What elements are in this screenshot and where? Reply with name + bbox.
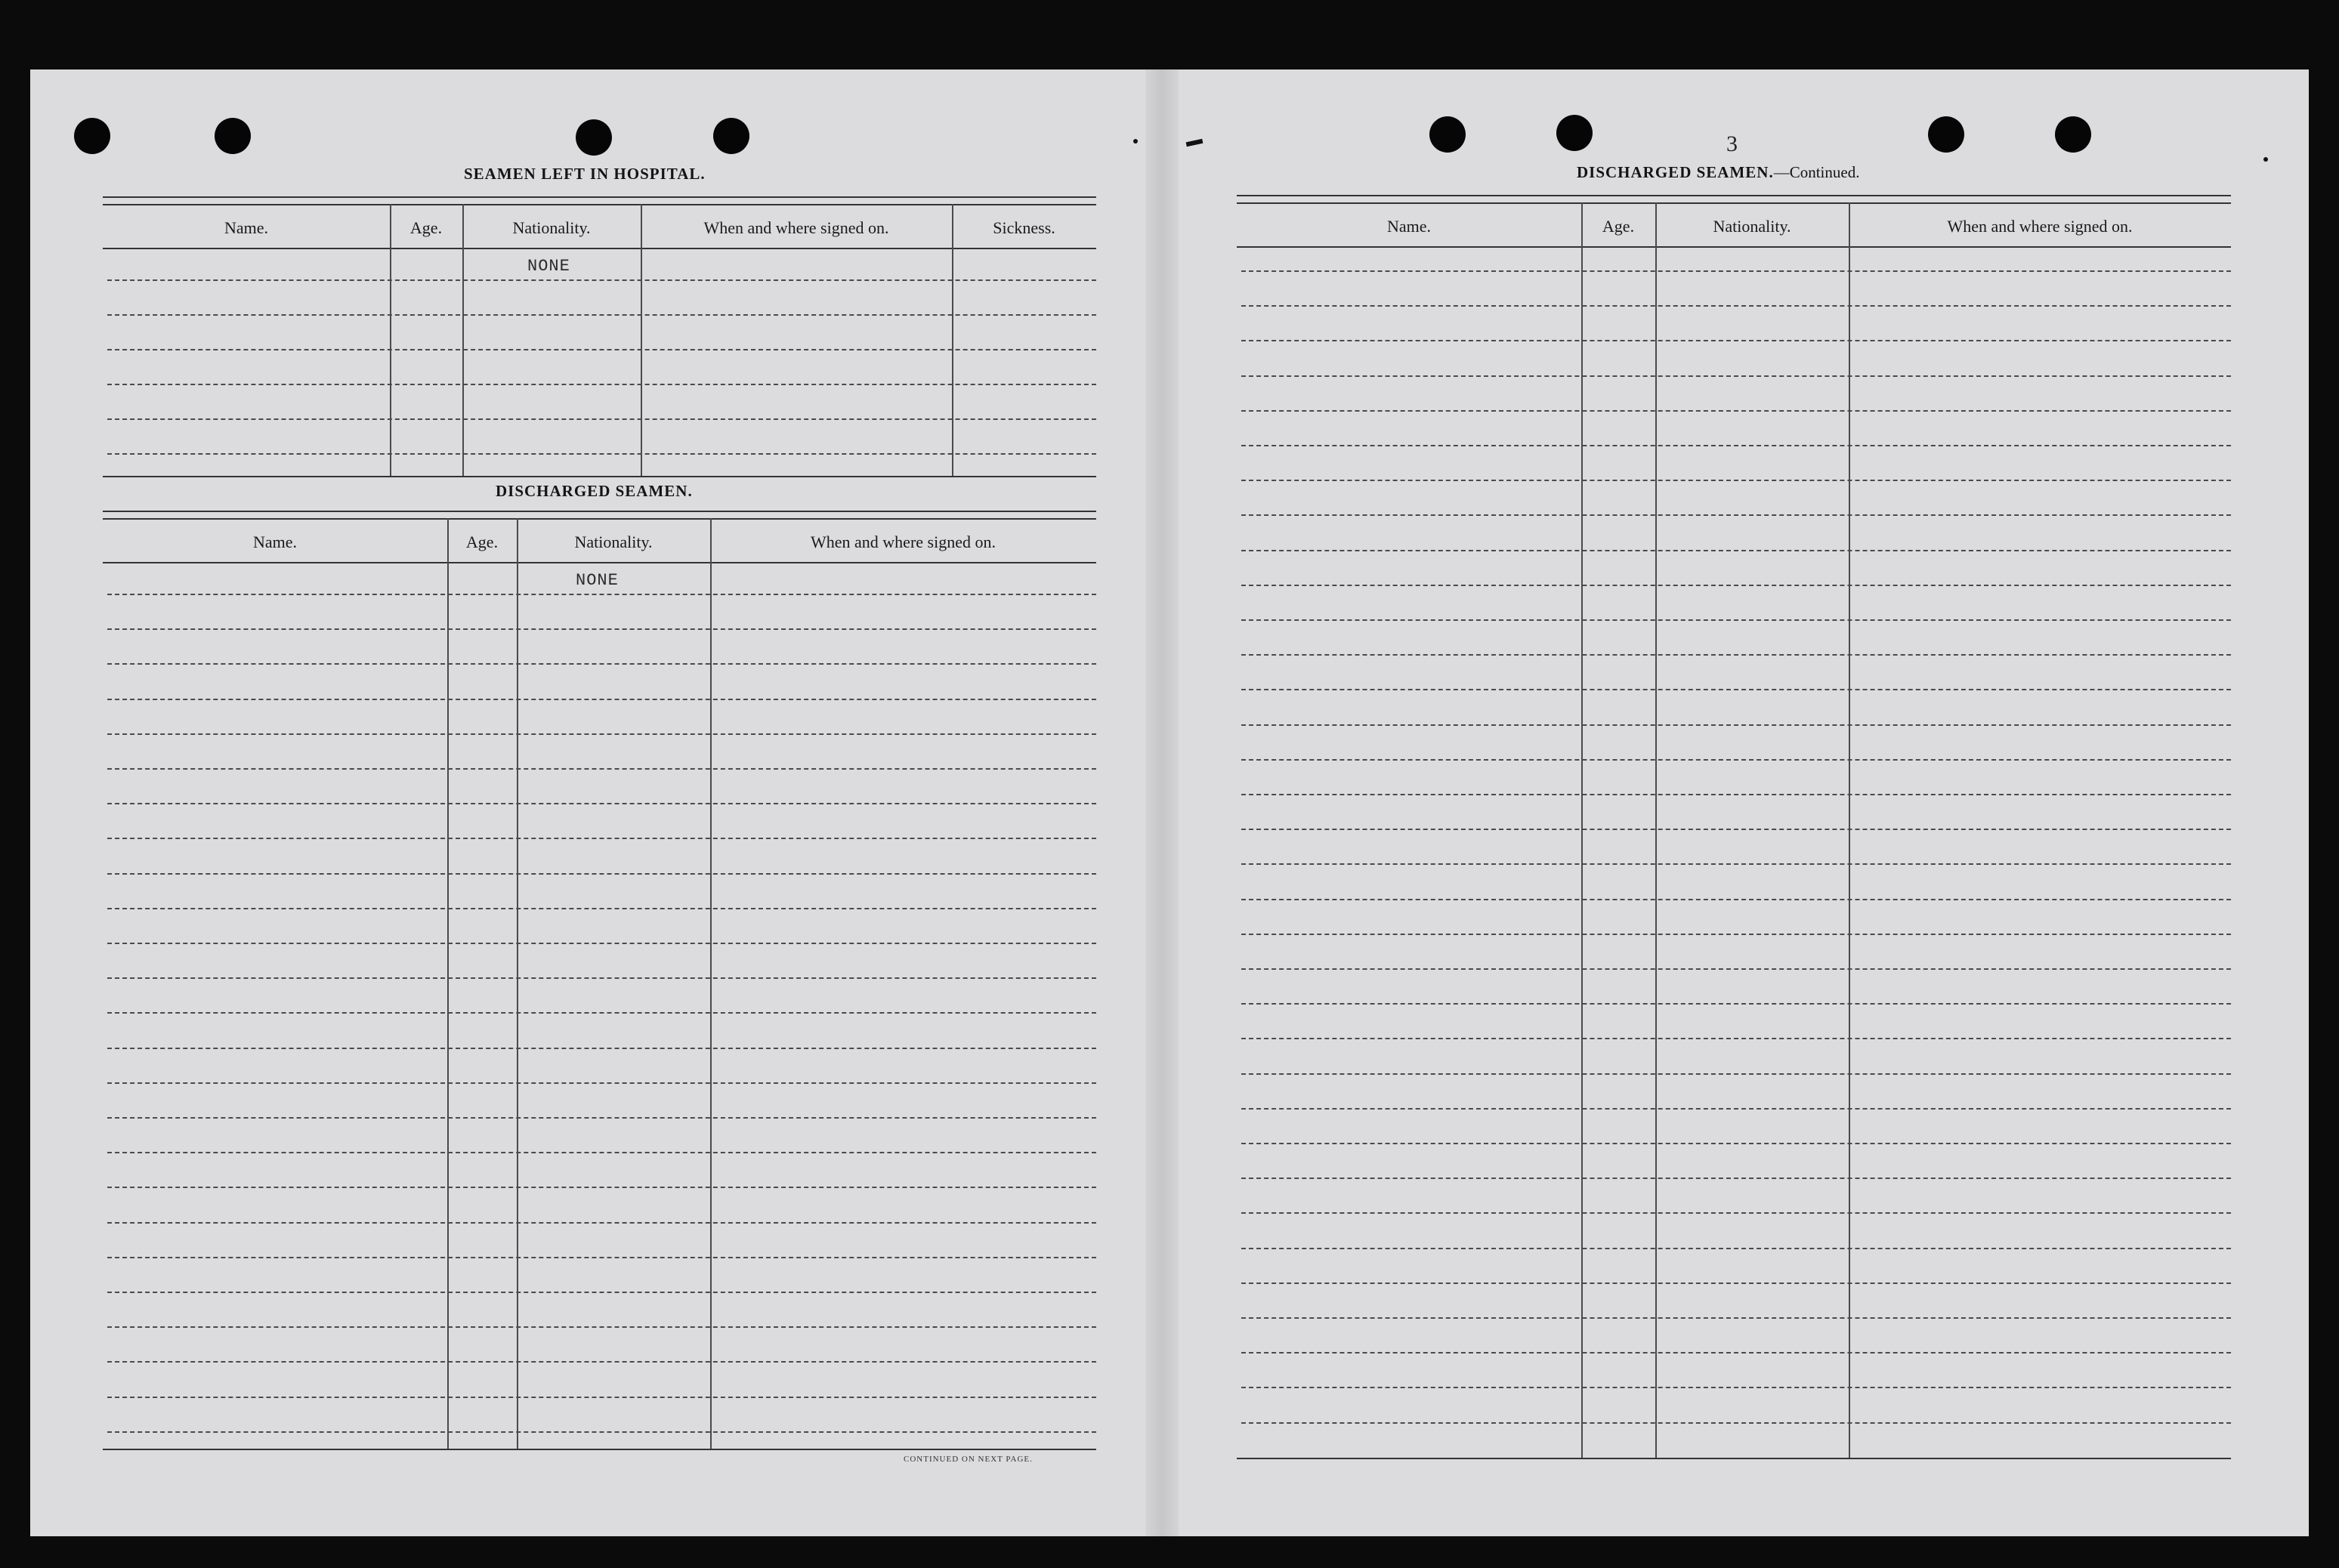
continued-table-bottom-rule xyxy=(1237,1458,2231,1459)
discharged-col-name-header: Name. xyxy=(252,532,298,551)
column-divider xyxy=(390,204,391,476)
page-number: 3 xyxy=(1726,131,1738,156)
dotted-row-line xyxy=(1241,270,2231,272)
continued-suffix: —Continued. xyxy=(1773,163,1860,181)
dotted-row-line xyxy=(1241,305,2231,307)
dotted-row-line xyxy=(1241,794,2231,795)
continued-col-age-header: Age. xyxy=(1602,217,1635,236)
discharged-col-nationality-header: Nationality. xyxy=(574,532,653,551)
dotted-row-line xyxy=(1241,1108,2231,1110)
right-page xyxy=(1237,69,2231,1536)
hospital-col-sickness-header: Sickness. xyxy=(993,218,1055,237)
page-fold xyxy=(1145,69,1179,1536)
hospital-col-name-header: Name. xyxy=(224,218,269,237)
discharged-continued-title-text: DISCHARGED SEAMEN. xyxy=(1577,163,1774,181)
dotted-row-line xyxy=(107,1152,1096,1153)
dotted-row-line xyxy=(107,908,1096,909)
hospital-header-rule xyxy=(103,248,1096,249)
dotted-row-line xyxy=(107,628,1096,630)
dotted-row-line xyxy=(107,699,1096,700)
dotted-row-line xyxy=(107,314,1096,316)
discharged-col-age-header: Age. xyxy=(465,532,499,551)
dotted-row-line xyxy=(1241,1178,2231,1179)
dotted-row-line xyxy=(107,803,1096,804)
column-divider xyxy=(517,518,518,1449)
left-page xyxy=(103,69,1096,1536)
hospital-table-top-rule xyxy=(103,196,1096,205)
dotted-row-line xyxy=(1241,550,2231,551)
dotted-row-line xyxy=(1241,410,2231,412)
column-divider xyxy=(952,204,953,476)
dotted-row-line xyxy=(1241,1317,2231,1319)
dotted-row-line xyxy=(107,1431,1096,1433)
column-divider xyxy=(447,518,449,1449)
hospital-section-title: SEAMEN LEFT IN HOSPITAL. xyxy=(464,165,706,183)
column-divider xyxy=(710,518,712,1449)
dotted-row-line xyxy=(107,943,1096,944)
dotted-row-line xyxy=(1241,1282,2231,1284)
dotted-row-line xyxy=(1241,1387,2231,1388)
dotted-row-line xyxy=(1241,480,2231,481)
dotted-row-line xyxy=(107,838,1096,839)
continued-table-top-rule xyxy=(1237,195,2231,204)
dotted-row-line xyxy=(1241,863,2231,865)
dotted-row-line xyxy=(107,384,1096,385)
dotted-row-line xyxy=(107,1222,1096,1224)
dotted-row-line xyxy=(1241,585,2231,586)
continued-header-rule xyxy=(1237,246,2231,248)
dotted-row-line xyxy=(1241,689,2231,690)
dotted-row-line xyxy=(107,1326,1096,1328)
dotted-row-line xyxy=(1241,759,2231,761)
dotted-row-line xyxy=(107,453,1096,455)
dotted-row-line xyxy=(1241,1038,2231,1039)
dotted-row-line xyxy=(1241,899,2231,900)
dotted-row-line xyxy=(107,1187,1096,1188)
dotted-row-line xyxy=(107,768,1096,770)
dotted-row-line xyxy=(1241,654,2231,656)
dotted-row-line xyxy=(1241,340,2231,341)
continued-col-nationality-header: Nationality. xyxy=(1713,217,1791,236)
dotted-row-line xyxy=(1241,445,2231,446)
dotted-row-line xyxy=(107,1048,1096,1049)
dotted-row-line xyxy=(107,349,1096,350)
hospital-col-nationality-header: Nationality. xyxy=(512,218,591,237)
dotted-row-line xyxy=(107,1257,1096,1258)
dotted-row-line xyxy=(1241,724,2231,726)
dotted-row-line xyxy=(107,977,1096,979)
dotted-row-line xyxy=(1241,1003,2231,1005)
dotted-row-line xyxy=(107,1082,1096,1084)
discharged-col-signed-on-header: When and where signed on. xyxy=(811,532,996,551)
dotted-row-line xyxy=(107,1292,1096,1293)
dotted-row-line xyxy=(107,418,1096,420)
dotted-row-line xyxy=(1241,829,2231,830)
dotted-row-line xyxy=(1241,934,2231,935)
dotted-row-line xyxy=(1241,1248,2231,1249)
dotted-row-line xyxy=(107,1397,1096,1398)
dotted-row-line xyxy=(1241,1352,2231,1353)
dotted-row-line xyxy=(1241,1422,2231,1424)
continued-footer: CONTINUED ON NEXT PAGE. xyxy=(904,1455,1033,1464)
dotted-row-line xyxy=(107,663,1096,665)
continued-col-name-header: Name. xyxy=(1386,217,1432,236)
discharged-none-entry: NONE xyxy=(576,571,619,590)
dotted-row-line xyxy=(1241,619,2231,621)
paper-speck xyxy=(2263,157,2268,162)
discharged-table-bottom-rule xyxy=(103,1449,1096,1450)
column-divider xyxy=(462,204,464,476)
dotted-row-line xyxy=(1241,968,2231,970)
continued-col-signed-on-header: When and where signed on. xyxy=(1947,217,2133,236)
discharged-table-top-rule xyxy=(103,511,1096,520)
dotted-row-line xyxy=(1241,1073,2231,1075)
discharged-continued-table xyxy=(1237,195,2231,1524)
dotted-row-line xyxy=(107,1361,1096,1363)
discharged-table xyxy=(103,511,1096,1523)
dotted-row-line xyxy=(107,1117,1096,1119)
dotted-row-line xyxy=(1241,1212,2231,1214)
column-divider xyxy=(641,204,642,476)
hospital-col-signed-on-header: When and where signed on. xyxy=(703,218,889,237)
dotted-row-line xyxy=(1241,1143,2231,1144)
dotted-row-line xyxy=(107,733,1096,735)
dotted-row-line xyxy=(107,279,1096,281)
dotted-row-line xyxy=(107,594,1096,595)
paper-speck xyxy=(1133,139,1138,144)
discharged-continued-title xyxy=(1577,163,1859,182)
dotted-row-line xyxy=(107,1012,1096,1014)
dotted-row-line xyxy=(1241,375,2231,377)
dotted-row-line xyxy=(107,873,1096,875)
dotted-row-line xyxy=(1241,514,2231,516)
discharged-header-rule xyxy=(103,562,1096,563)
discharged-section-title: DISCHARGED SEAMEN. xyxy=(496,482,693,500)
hospital-table-bottom-rule xyxy=(103,476,1096,477)
hospital-col-age-header: Age. xyxy=(409,218,443,237)
hospital-none-entry: NONE xyxy=(527,257,570,276)
